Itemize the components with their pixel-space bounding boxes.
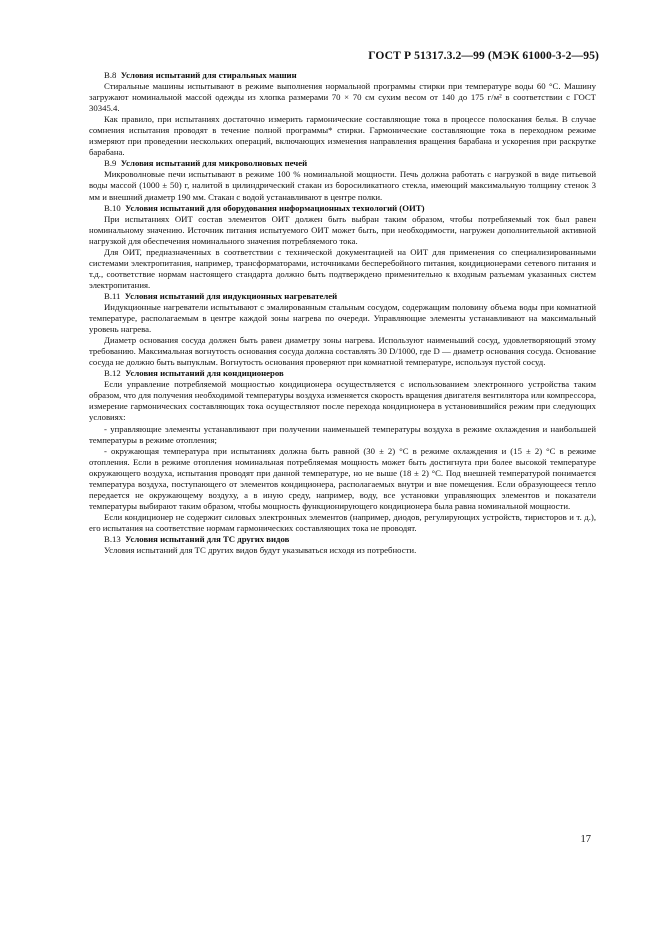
section-heading: В.12 Условия испытаний для кондиционеров: [104, 368, 284, 379]
paragraph: Как правило, при испытаниях достаточно измерить гармонические составляющие тока в процессе полоскания белья. В случае сомнения испытания проводят в течение полной программы* стирки. Гармонические составляющие тока в переходном режиме измеряют при проведении нескольких операций, включающих изменения направления вращения барабана и ускорения при раскрутке барабана.: [89, 114, 596, 158]
section-heading: В.8 Условия испытаний для стиральных машин: [104, 70, 297, 80]
paragraph: Индукционные нагреватели испытывают с эмалированным стальным сосудом, содержащим половину объема воды при комнатной температуре, располагаемым в центре каждой зоны нагрева по очереди. Управляющие элементы устанавливают на максимальный уровень нагрева.: [89, 301, 596, 335]
paragraph: Микроволновые печи испытывают в режиме 100 % номинальной мощности. Печь должна работать с нагрузкой в виде питьевой воды массой (1000 ± 50) г, налитой в цилиндрический стакан из боросиликатного стекла, имеющий максимальную толщину стенок 3 мм и внешний диаметр 190 мм. Стакан с водой устанавливают в центре полки.: [89, 169, 596, 202]
paragraph: При испытаниях ОИТ состав элементов ОИТ должен быть выбран таким образом, чтобы потребляемый ток был равен номинальному значению. Источник питания испытуемого ОИТ может быть, при необходимости, нагружен дополнительной активной нагрузкой для обеспечения номинального значения потребляемого тока.: [89, 213, 596, 246]
paragraph: Если кондиционер не содержит силовых электронных элементов (например, диодов, регулирующих устройств, тиристоров и т. д.), его испытания на соответствие нормам гармонических составляющих тока не проводят.: [89, 511, 596, 533]
section-heading: В.11 Условия испытаний для индукционных нагревателей: [104, 290, 338, 301]
paragraph: - управляющие элементы устанавливают при получении наименьшей температуры воздуха в режиме охлаждения и наибольшей температуры в режиме отопления;: [89, 423, 596, 445]
paragraph: Для ОИТ, предназначенных в соответствии с технической документацией на ОИТ для применения со специализированными системами электропитания, например, трансформаторами, источниками бесперебойного питания, кондиционерами сетевого питания и т.д., соответствие нормам настоящего стандарта должно быть подтверждено применительно к входным разъемам указанных систем электропитания.: [89, 246, 596, 290]
paragraph: Диаметр основания сосуда должен быть равен диаметру зоны нагрева. Используют наименьший сосуд, удовлетворяющий этому требованию. Максимальная вогнутость основания сосуда должна составлять 30 D/1000, где D — диаметр основания сосуда. Основание сосуда не должно быть выпуклым. Вогнутость основания проверяют при комнатной температуре, используя пустой сосуд.: [89, 335, 596, 368]
section-heading: В.9 Условия испытаний для микроволновых печей: [104, 158, 308, 169]
page-number: 17: [580, 834, 591, 845]
section-heading: В.10 Условия испытаний для оборудования информационных технологий (ОИТ): [104, 202, 425, 213]
paragraph: Стиральные машины испытывают в режиме выполнения нормальной программы стирки при температуре воды 60 °С. Машину загружают номинальной массой одежды из хлопка размерами 70 × 70 см сухим весом от 140 до 175 г/м² в соответствии с ГОСТ 30345.4.: [89, 81, 596, 114]
paragraph: Условия испытаний для ТС других видов будут указываться исходя из потребности.: [104, 545, 417, 556]
paragraph: Если управление потребляемой мощностью кондиционера осуществляется с использованием электронного устройства таким образом, что для получения необходимой температуры воздуха изменяется скорость вращения двигателя вентилятора или компрессора, измерение гармонических составляющих тока осуществляют после перехода кондиционера в установившийся режим при следующих условиях:: [89, 379, 596, 423]
section-heading: В.13 Условия испытаний для ТС других видов: [104, 533, 290, 544]
paragraph: - окружающая температура при испытаниях должна быть равной (30 ± 2) °С в режиме охлаждения и (15 ± 2) °С в режиме отопления. Если в режиме отопления номинальная потребляемая мощность может быть достигнута при более высокой температуре окружающего воздуха, испытания проводят при данной температуре, но не выше (18 ± 2) °С. Под внешней температурой понимается температура воздуха, поступающего от элементов кондиционера, располагаемых внутри и вне помещения. Если образующееся тепло передается не окружающему воздуху, а в иную среду, например, воду, все установки управляющих элементов и показатели температуры выбирают таким образом, чтобы мощность функционирующего кондиционера была равна номинальной мощности.: [89, 445, 596, 511]
document-body: [89, 70, 596, 556]
document-header: ГОСТ Р 51317.3.2—99 (МЭК 61000-3-2—95): [368, 49, 599, 62]
